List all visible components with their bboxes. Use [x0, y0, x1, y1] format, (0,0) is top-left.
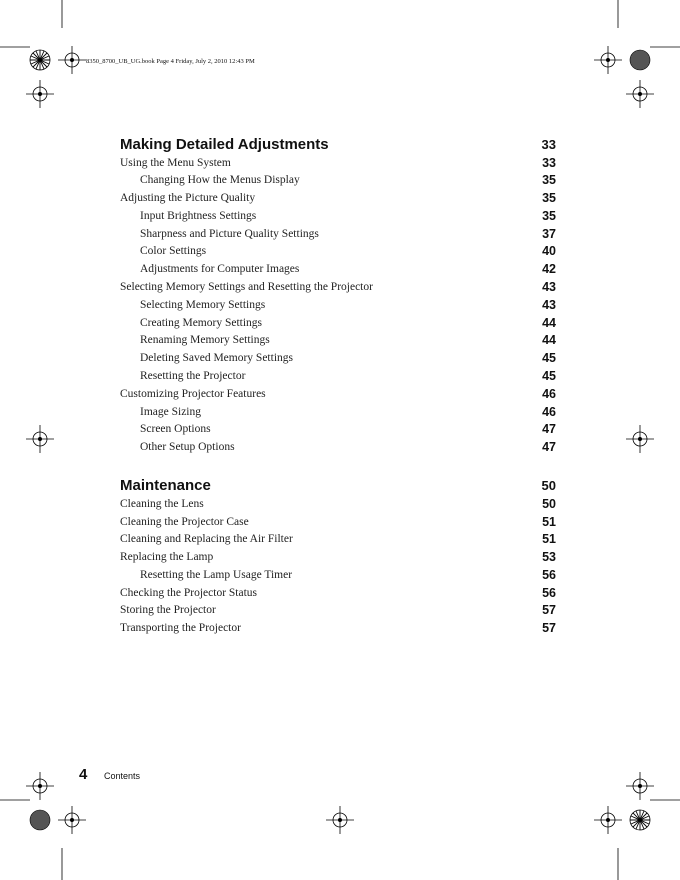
toc-entry-page: 40	[542, 244, 556, 258]
toc-entry[interactable]	[120, 498, 556, 516]
toc-entry[interactable]	[120, 533, 556, 551]
toc-entry-label: Storing the Projector	[120, 604, 216, 616]
toc-entry-page: 56	[542, 568, 556, 582]
toc-entry[interactable]	[120, 210, 556, 228]
toc-entry[interactable]	[120, 174, 556, 192]
toc-entry-page: 45	[542, 351, 556, 365]
toc-entry-page: 35	[542, 209, 556, 223]
section-page-number: 33	[541, 137, 556, 152]
toc-entry[interactable]	[120, 299, 556, 317]
toc-entry-label: Using the Menu System	[120, 157, 231, 169]
toc-entry-page: 56	[542, 586, 556, 600]
toc-entry-page: 53	[542, 550, 556, 564]
toc-entry-label: Changing How the Menus Display	[140, 174, 300, 186]
footer-label: Contents	[104, 771, 141, 781]
toc-entry-label: Checking the Projector Status	[120, 587, 258, 599]
toc-entry-label: Deleting Saved Memory Settings	[140, 352, 293, 364]
toc-entry-page: 46	[542, 387, 556, 401]
toc-entry-page: 33	[542, 156, 556, 170]
toc-entry[interactable]	[120, 281, 556, 299]
toc-entry[interactable]	[120, 157, 556, 175]
toc-entry-label: Cleaning the Lens	[120, 498, 204, 510]
toc-entry-page: 43	[542, 298, 556, 312]
toc-entry[interactable]	[120, 370, 556, 388]
toc-entry-label: Resetting the Lamp Usage Timer	[140, 569, 293, 581]
toc-section-heading[interactable]	[120, 136, 556, 156]
toc-entry[interactable]	[120, 263, 556, 281]
toc-entry-page: 47	[542, 440, 556, 454]
toc-entry-label: Replacing the Lamp	[120, 551, 214, 563]
toc-entry[interactable]	[120, 516, 556, 534]
section-page-number: 50	[541, 478, 556, 493]
toc-entry[interactable]	[120, 569, 556, 587]
toc-entry-page: 35	[542, 173, 556, 187]
toc-entry[interactable]	[120, 441, 556, 459]
toc-entry-label: Image Sizing	[140, 406, 201, 418]
toc-entry-label: Cleaning the Projector Case	[120, 516, 249, 528]
toc-entry-page: 45	[542, 369, 556, 383]
toc-entry[interactable]	[120, 388, 556, 406]
footer-page-number: 4	[79, 766, 88, 783]
toc-entry[interactable]	[120, 423, 556, 441]
toc-entry-label: Transporting the Projector	[120, 622, 241, 634]
toc-entry-label: Adjusting the Picture Quality	[120, 192, 256, 204]
toc-entry-label: Selecting Memory Settings	[140, 299, 266, 311]
toc-entry[interactable]	[120, 587, 556, 605]
toc-entry[interactable]	[120, 334, 556, 352]
toc-entry-label: Input Brightness Settings	[140, 210, 257, 222]
toc-entry[interactable]	[120, 604, 556, 622]
toc-entry-label: Adjustments for Computer Images	[140, 263, 300, 275]
toc-entry-label: Cleaning and Replacing the Air Filter	[120, 533, 293, 545]
toc-entry-page: 50	[542, 497, 556, 511]
toc-entry-label: Creating Memory Settings	[140, 317, 263, 329]
toc-entry-page: 51	[542, 532, 556, 546]
print-slug: 8350_8700_UB_UG.book Page 4 Friday, July 2, 2010 12:43 PM	[86, 58, 255, 65]
section-title: Making Detailed Adjustments	[120, 136, 329, 153]
toc-entry[interactable]	[120, 622, 556, 640]
toc-entry-page: 57	[542, 621, 556, 635]
toc-entry-page: 44	[542, 316, 556, 330]
toc-entry[interactable]	[120, 228, 556, 246]
toc-entry[interactable]	[120, 245, 556, 263]
toc-entry-label: Customizing Projector Features	[120, 388, 266, 400]
toc-entry-label: Color Settings	[140, 245, 207, 257]
toc-entry-page: 35	[542, 191, 556, 205]
toc-entry-label: Screen Options	[140, 423, 211, 435]
toc-entry-label: Resetting the Projector	[140, 370, 246, 382]
toc-entry-page: 42	[542, 262, 556, 276]
toc-entry-page: 47	[542, 422, 556, 436]
toc-entry[interactable]	[120, 317, 556, 335]
toc-section-heading[interactable]	[120, 477, 556, 497]
toc-entry-page: 51	[542, 515, 556, 529]
toc-entry[interactable]	[120, 551, 556, 569]
toc-entry-label: Other Setup Options	[140, 441, 235, 453]
toc-entry[interactable]	[120, 406, 556, 424]
toc-entry-page: 46	[542, 405, 556, 419]
toc-entry-page: 43	[542, 280, 556, 294]
toc-entry-page: 57	[542, 603, 556, 617]
toc-entry-label: Selecting Memory Settings and Resetting the Projector	[120, 281, 373, 293]
toc-entry-page: 37	[542, 227, 556, 241]
toc-entry[interactable]	[120, 192, 556, 210]
toc-entry-label: Renaming Memory Settings	[140, 334, 270, 346]
section-title: Maintenance	[120, 477, 211, 494]
toc-entry-label: Sharpness and Picture Quality Settings	[140, 228, 319, 240]
toc-entry-page: 44	[542, 333, 556, 347]
toc-entry[interactable]	[120, 352, 556, 370]
